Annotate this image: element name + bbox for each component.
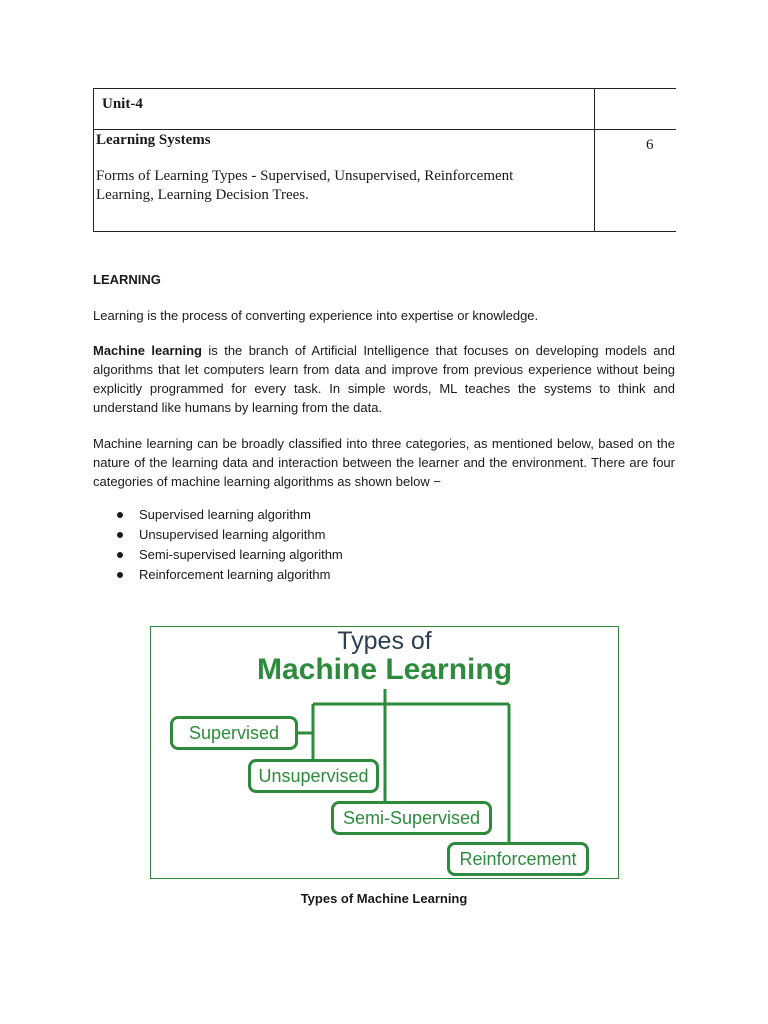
list-item-label: Unsupervised learning algorithm xyxy=(139,527,326,542)
list-item xyxy=(93,525,343,545)
bullet-icon xyxy=(117,552,123,558)
supervised-box: Supervised xyxy=(170,716,298,750)
ml-term: Machine learning xyxy=(93,343,202,358)
ml-paragraph xyxy=(93,341,675,417)
figure-title-line-1: Types of xyxy=(337,627,432,655)
unit-label: Unit-4 xyxy=(102,96,143,112)
reinforcement-box: Reinforcement xyxy=(447,842,589,876)
syllabus-column-divider xyxy=(594,89,595,231)
unit-topics-line-2: Learning, Learning Decision Trees. xyxy=(96,187,309,203)
semi-supervised-box: Semi-Supervised xyxy=(331,801,492,835)
list-item xyxy=(93,505,343,525)
syllabus-header-row xyxy=(94,89,676,130)
figure-title-line-2: Machine Learning xyxy=(256,653,513,686)
ml-types-figure xyxy=(150,626,619,879)
list-item xyxy=(93,565,343,585)
ml-paragraph-text: is the branch of Artificial Intelligence that focuses on developing models and algorithms that let computers learn from data and improve from previous experience without being explicitly programmed for every task. In simple words, ML teaches the systems to think and understand like humans by learning from the data. xyxy=(93,343,675,415)
bullet-icon xyxy=(117,532,123,538)
definition-paragraph: Learning is the process of converting experience into expertise or knowledge. xyxy=(93,308,539,323)
list-item-label: Semi-supervised learning algorithm xyxy=(139,547,343,562)
classification-paragraph: Machine learning can be broadly classified into three categories, as mentioned below, based on the nature of the learning data and interaction between the learner and the environment. There are four categories of machine learning algorithms as shown below − xyxy=(93,436,675,489)
unit-topics xyxy=(96,167,576,205)
algorithm-list xyxy=(93,505,343,585)
bullet-icon xyxy=(117,512,123,518)
syllabus-table xyxy=(93,88,676,232)
section-heading: LEARNING xyxy=(93,272,161,287)
list-item-label: Reinforcement learning algorithm xyxy=(139,567,331,582)
unit-title: Learning Systems xyxy=(96,132,211,148)
unsupervised-box: Unsupervised xyxy=(248,759,379,793)
list-item-label: Supervised learning algorithm xyxy=(139,507,311,522)
bullet-icon xyxy=(117,572,123,578)
unit-hours: 6 xyxy=(646,137,654,153)
unit-topics-line-1: Forms of Learning Types - Supervised, Unsupervised, Reinforcement xyxy=(96,168,514,184)
list-item xyxy=(93,545,343,565)
figure-caption: Types of Machine Learning xyxy=(300,891,468,906)
